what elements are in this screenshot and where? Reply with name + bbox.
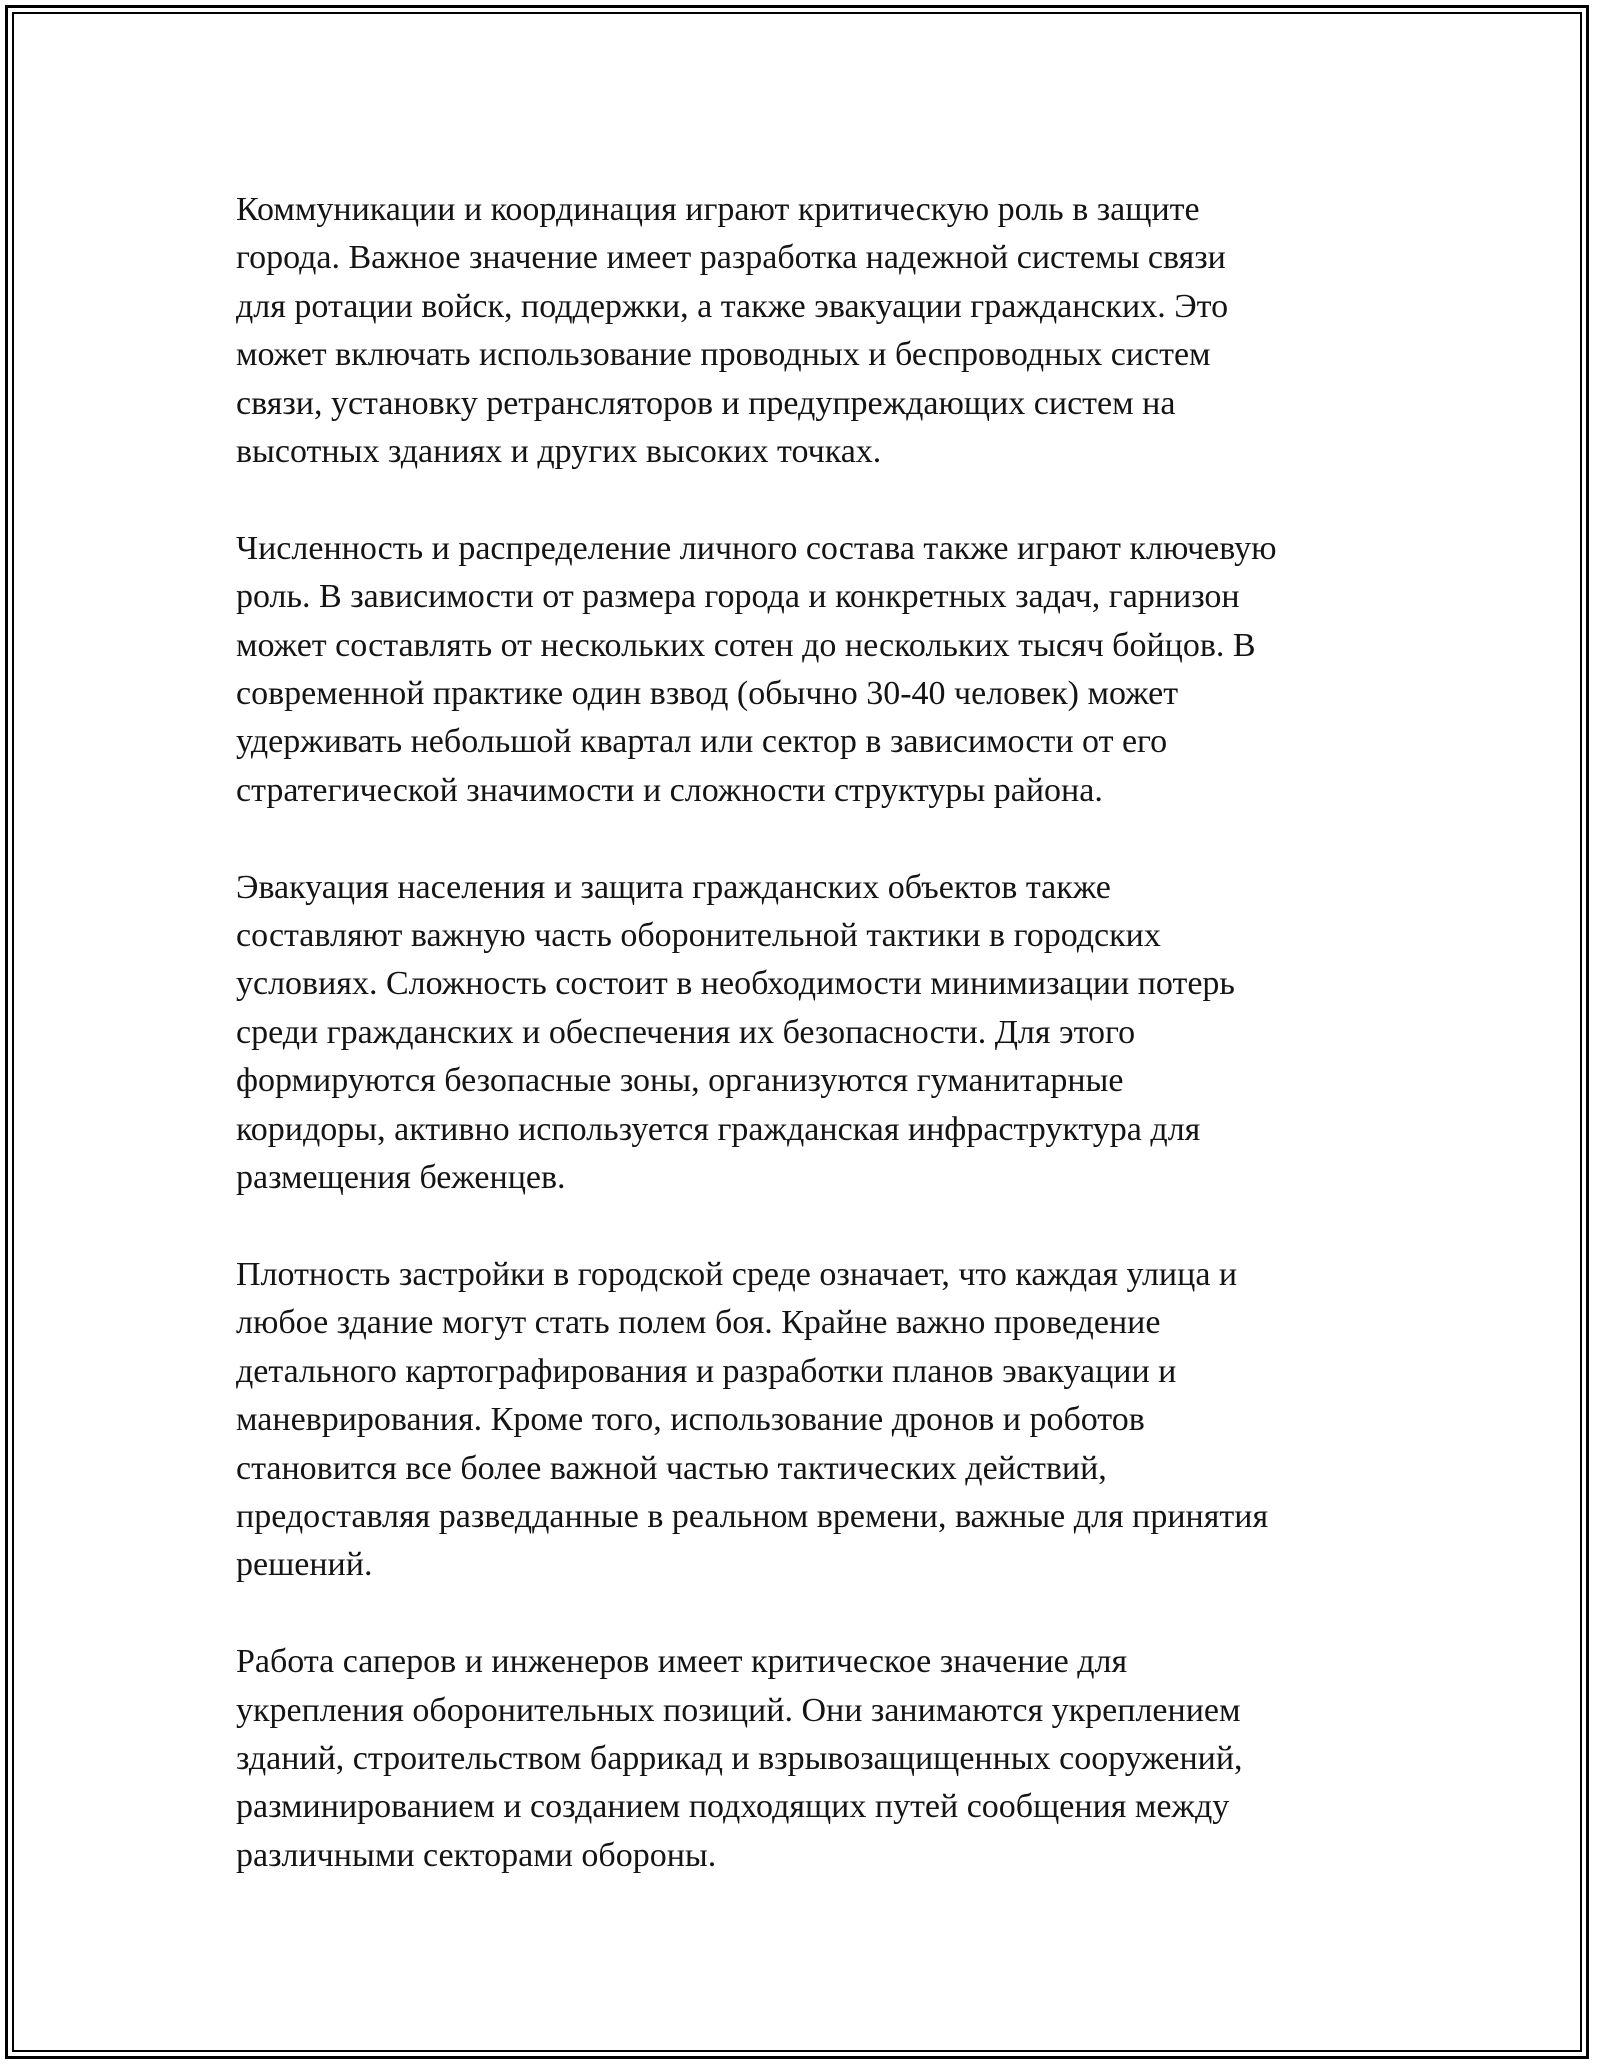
text-line: может составлять от нескольких сотен до нескольких тысяч бойцов. В [236, 626, 1256, 664]
paragraph-5 [236, 1638, 1376, 1880]
document-body [236, 186, 1376, 1929]
text-line: размещения беженцев. [236, 1159, 566, 1197]
text-line: высотных зданиях и других высоких точках. [236, 433, 882, 471]
text-line: связи, установку ретрансляторов и предупреждающих систем на [236, 384, 1176, 422]
text-line: составляют важную часть оборонительной тактики в городских [236, 917, 1161, 955]
text-line: для ротации войск, поддержки, а также эвакуации гражданских. Это [236, 287, 1229, 325]
text-line: условиях. Сложность состоит в необходимости минимизации потерь [236, 965, 1235, 1003]
text-line: современной практике один взвод (обычно 30-40 человек) может [236, 675, 1179, 713]
text-line: формируются безопасные зоны, организуются гуманитарные [236, 1062, 1124, 1100]
text-line: города. Важное значение имеет разработка надежной системы связи [236, 239, 1226, 277]
text-line: стратегической значимости и сложности структуры района. [236, 771, 1103, 809]
text-line: Эвакуация населения и защита гражданских объектов также [236, 868, 1111, 906]
text-line: может включать использование проводных и беспроводных систем [236, 336, 1211, 374]
text-line: решений. [236, 1546, 373, 1584]
paragraph-1 [236, 186, 1376, 476]
paragraph-3 [236, 864, 1376, 1203]
text-line: среди гражданских и обеспечения их безопасности. Для этого [236, 1013, 1136, 1051]
paragraph-4 [236, 1251, 1376, 1590]
paragraph-2 [236, 525, 1376, 815]
text-line: Численность и распределение личного состава также играют ключевую [236, 529, 1277, 567]
text-line: Плотность застройки в городской среде означает, что каждая улица и [236, 1255, 1238, 1293]
text-line: любое здание могут стать полем боя. Крайне важно проведение [236, 1304, 1161, 1342]
text-line: роль. В зависимости от размера города и конкретных задач, гарнизон [236, 578, 1240, 616]
text-line: предоставляя разведданные в реальном времени, важные для принятия [236, 1497, 1269, 1535]
text-line: разминированием и созданием подходящих путей сообщения между [236, 1788, 1230, 1826]
text-line: маневрирования. Кроме того, использование дронов и роботов [236, 1401, 1145, 1439]
text-line: зданий, строительством баррикад и взрывозащищенных сооружений, [236, 1739, 1243, 1777]
text-line: удерживать небольшой квартал или сектор в зависимости от его [236, 723, 1168, 761]
text-line: становится все более важной частью тактических действий, [236, 1449, 1107, 1487]
text-line: укрепления оборонительных позиций. Они занимаются укреплением [236, 1691, 1241, 1729]
text-line: коридоры, активно используется гражданская инфраструктура для [236, 1110, 1201, 1148]
text-line: Коммуникации и координация играют критическую роль в защите [236, 191, 1200, 228]
text-line: различными секторами обороны. [236, 1836, 717, 1874]
text-line: Работа саперов и инженеров имеет критическое значение для [236, 1643, 1128, 1681]
text-line: детального картографирования и разработки планов эвакуации и [236, 1352, 1177, 1390]
